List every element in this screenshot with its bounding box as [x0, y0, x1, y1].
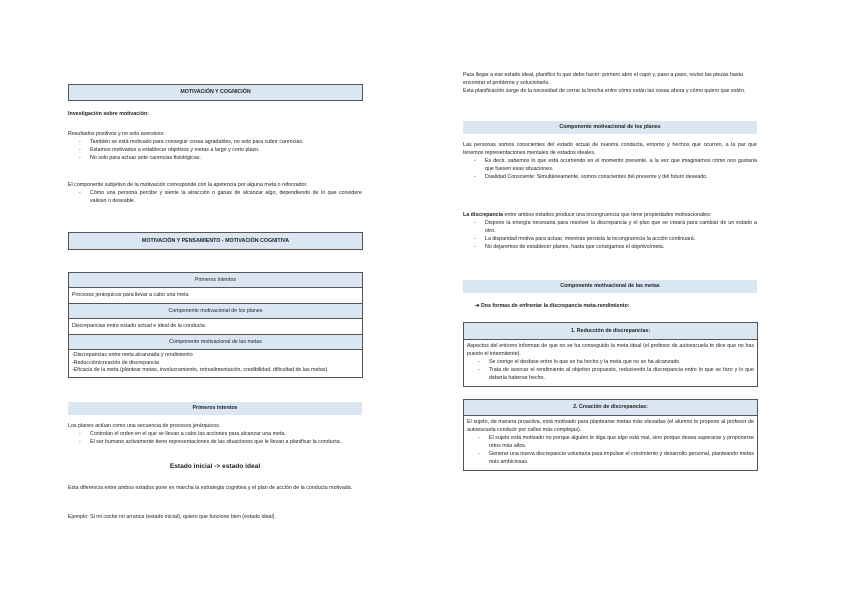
- list-item: - El sujeto está motivado no porque alguien le diga que algo está mal, sino porque desea superarse y proponerse retos más altos.: [489, 435, 754, 451]
- investigacion-heading: Investigación sobre motivación:: [68, 111, 149, 117]
- para-llegar-paragraph: Para llegar a ese estado ideal, planifico lo que debo hacer: primero abro el capó y, paso a paso, reviso las piezas hasta encontrar el problema y solucionarlo.: [463, 72, 743, 86]
- resultados-intro: Resultados positivos y no solo aversivos:: [68, 131, 165, 137]
- componente-paragraph: El componente subjetivo de la motivación corresponde con la apetencia por alguna meta o reforzador.: [68, 182, 308, 188]
- summary-table: [68, 272, 363, 378]
- table-cell-line: -Reducción/creación de discrepancia: [72, 359, 159, 366]
- table-row: [69, 288, 362, 304]
- band-componente-metas: [463, 280, 757, 293]
- box-list: [467, 359, 754, 383]
- planificacion-paragraph: Esta planificación surge de la necesidad de cerrar la brecha entre cómo están las cosas ahora y cómo quiero que estén.: [463, 87, 746, 94]
- table-row: [69, 273, 362, 288]
- section-title-text: MOTIVACIÓN Y COGNICIÓN: [180, 89, 251, 95]
- box-title-row: [464, 323, 757, 340]
- discrepancia-paragraph: [463, 212, 757, 220]
- table-row: [69, 335, 362, 350]
- ejemplo-paragraph: Ejemplo: Si mi coche no arranca (estado inicial), quiero que funcione bien (estado ideal).: [68, 514, 276, 520]
- personas-paragraph: Las personas somos conscientes del estado actual de nuestra conducta, entorno y hechos que ocurren, a la par que tenemos representaciones mentales de estados ideales.: [463, 142, 757, 156]
- list-item: - Generar una nueva discrepancia voluntaria para impulsar el crecimiento y desarrollo personal, planteando metas más ambiciosas.: [489, 451, 754, 467]
- table-cell-line: -Eficacia de la meta (plantear metas, involucramiento, retroalimentación, credibilidad, dificultad de las metas): [72, 367, 328, 374]
- band-text: Componente motivacional de las metas: [560, 283, 660, 289]
- band-text: Primeros intentos: [192, 405, 238, 411]
- list-item: - Es decir, sabemos lo que está ocurriendo en el momento presente, a la vez que imaginamos cómo nos gustaría que fuesen esas situaciones.: [485, 158, 757, 174]
- section-title-text: MOTIVACIÓN Y PENSAMIENTO - MOTIVACIÓN COGNITIVA: [141, 238, 290, 244]
- box-creacion: [463, 399, 758, 471]
- componente-list: [68, 190, 362, 206]
- planes-block: [68, 423, 362, 447]
- box-body: [464, 416, 757, 470]
- box-paragraph: Aspectos del entorno informan de que no se ha conseguido la meta ideal (el profesor de autoescuela te dice que no has puesto el intermitente).: [467, 343, 754, 357]
- resultados-list: [68, 139, 362, 163]
- table-cell: Componente motivacional de las metas: [169, 339, 262, 345]
- planes-intro: Los planes actúan como una secuencia de procesos jerárquicos.: [68, 423, 221, 429]
- list-item: - Trata de acercar el rendimiento al objetivo propuesto, reduciendo la discrepancia entre lo que se hizo y lo que debería haberse hecho.: [489, 367, 754, 383]
- list-item: - Dualidad Consciente: Simultáneamente, somos conscientes del presente y del futuro deseado.: [485, 174, 757, 182]
- section-title-motivacion-pensamiento: [68, 232, 363, 250]
- table-cell-line: -Discrepancias entre meta alcanzada y rendimiento: [72, 352, 193, 358]
- discrepancia-bold: La discrepancia: [463, 212, 504, 218]
- personas-block: [463, 142, 757, 182]
- box-title-row: [464, 400, 757, 416]
- list-item: - No solo para actuar ante carencias fisiológicas.: [90, 155, 362, 163]
- discrepancia-list: [463, 220, 757, 252]
- box-paragraph: El sujeto, de manera proactiva, está motivado para plantearse metas más elevadas (el alumno le propone al profesor de autoescuela conducir por calles más complejas).: [467, 419, 754, 433]
- table-row: [69, 350, 362, 377]
- list-item: - Se corrige el desfase entre lo que se ha hecho y la meta que no se ha alcanzado.: [489, 359, 754, 367]
- box-title: 1. Reducción de discrepancias:: [570, 328, 651, 334]
- list-item: - Dispone la energía necesaria para resolver la discrepancia y el plan que se creará para cambiar de un estado a otro.: [485, 220, 757, 236]
- arrow-line: [475, 303, 755, 311]
- table-cell: Componente motivacional de los planes: [168, 308, 263, 314]
- band-text: Componente motivacional de los planes: [559, 124, 661, 130]
- list-item: - Cómo una persona percibe y siente la atracción o ganas de alcanzar algo, dependiendo de lo que considere valioso o deseable.: [90, 190, 362, 206]
- box-list: [467, 435, 754, 467]
- section-title-motivacion-cognicion: [68, 84, 363, 101]
- list-item: - La disparidad motiva para actuar, mientras persista la incongruencia la acción continuará.: [485, 236, 757, 244]
- personas-list: [463, 158, 757, 182]
- componente-block: [68, 182, 362, 206]
- box-body: [464, 340, 757, 386]
- list-item: - Estamos motivados a establecer objetivos y metas a largo y corto plazo.: [90, 147, 362, 155]
- discrepancia-block: [463, 212, 757, 252]
- estado-heading: Estado inicial -> estado ideal: [169, 463, 261, 470]
- arrow-line-text: Dos formas de enfrentar la discrepancia meta-rendimiento:: [480, 303, 630, 309]
- list-item: - El ser humano activamente tiene representaciones de las situaciones que le llevan a planificar la conducta.: [90, 439, 362, 447]
- table-cell: Discrepancias entre estado actual e ideal de la conducta: [72, 323, 205, 329]
- band-primeros-intentos: [68, 402, 362, 415]
- arrow-right-icon: ➔: [475, 303, 480, 309]
- discrepancia-rest: entre ambos estados produce una incongruencia que tiene propiedades motivacionales:: [503, 212, 712, 218]
- list-item: - Controlan el orden en el que se llevan a cabo las acciones para alcanzar una meta.: [90, 431, 362, 439]
- diferencia-paragraph: Esta diferencia entre ambos estados pone en marcha la estrategia cognitiva y el plan de acción de la conducta motivada.: [68, 485, 353, 491]
- table-cell: Primeros intentos: [194, 277, 237, 283]
- list-item: - También se está motivado para conseguir cosas agradables, no solo para cubrir carencias.: [90, 139, 362, 147]
- para-llegar-block: [463, 72, 757, 96]
- band-componente-planes: [463, 121, 757, 134]
- planes-list: [68, 431, 362, 447]
- resultados-block: [68, 131, 362, 163]
- table-row: [69, 304, 362, 319]
- box-reduccion: [463, 322, 758, 387]
- table-cell: Procesos jerárquicos para llevar a cabo una meta: [72, 292, 189, 298]
- list-item: - No dejaremos de establecer planes, hasta que consigamos el objetivo/meta.: [485, 244, 757, 252]
- box-title: 2. Creación de discrepancias:: [573, 404, 648, 410]
- table-row: [69, 319, 362, 335]
